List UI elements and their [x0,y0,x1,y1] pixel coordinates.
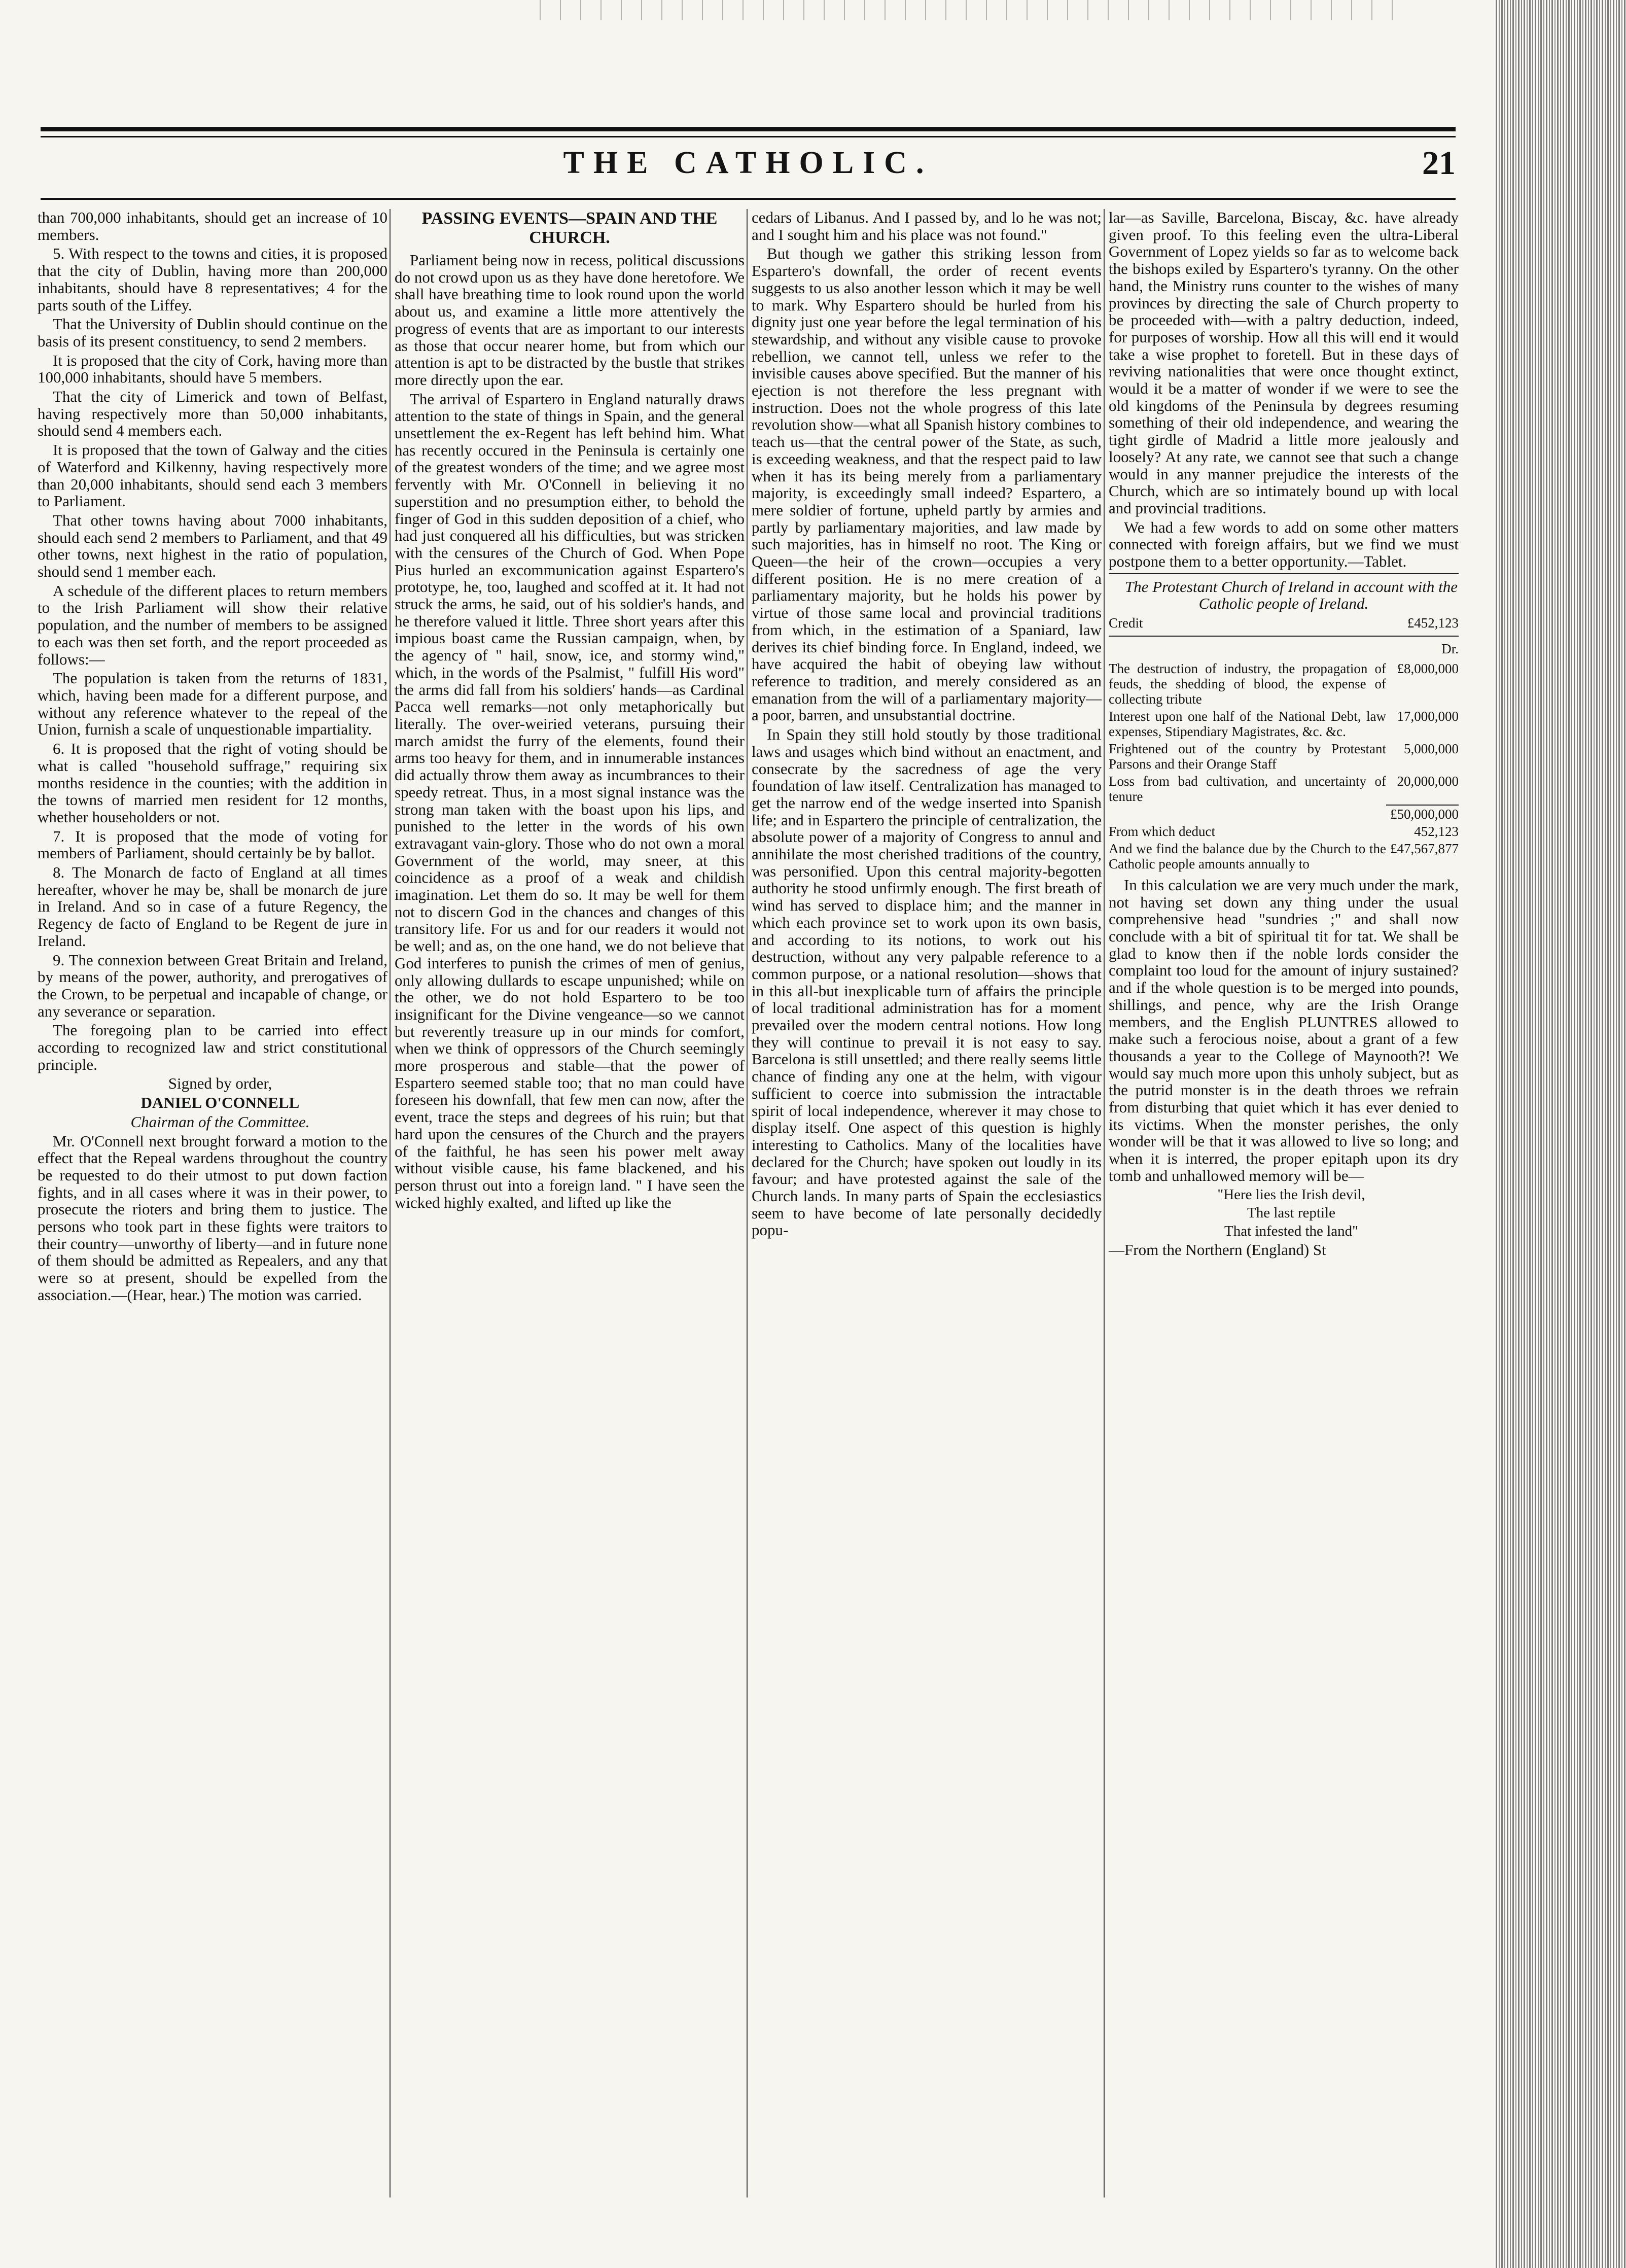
table-row [1109,708,1459,740]
paragraph: In this calculation we are very much under the mark, not having set down any thing under the usual comprehensive head "sundries ;" and shall now conclude with a bit of spiritual tit for tat. We shall be glad to know then if the noble lords consider the complaint too loud for the amount of injury sustained? and if the whole question is to be merged into pounds, shillings, and pence, why are the Irish Orange members, and the English PLUNTRES allowed to make such a ferocious noise, about a grant of a few thousands a year to the College of Maynooth?! We would say much more upon this unholy subject, but as the putrid monster is in the death throes we refrain from disturbing that quiet which it has ever denied to its victims. When the monster perishes, the only wonder will be that it was allowed to live so long; and when it is interred, the proper epitaph upon its dry tomb and unhallowed memory will be— [1109,876,1459,1184]
section-rule [1109,636,1459,637]
paragraph: than 700,000 inhabitants, should get an increase of 10 members. [38,208,387,243]
paragraph: cedars of Libanus. And I passed by, and lo he was not; and I sought him and his place was not found." [752,208,1102,243]
debit-amount: 5,000,000 [1404,741,1459,756]
paragraph: Mr. O'Connell next brought forward a motion to the effect that the Repeal wardens throughout the country be requested to do their utmost to put down faction fights, and in all cases where it was in their power, to prosecute the rioters and bring them to justice. The persons who took part in these fights were traitors to their country—unworthy of liberty—and in future none of them should be admitted as Repealers, and any that were so at present, should be expelled from the association.—(Hear, hear.) The motion was carried. [38,1132,387,1304]
epitaph-line: That infested the land" [1224,1223,1358,1239]
paragraph: 7. It is proposed that the mode of voting for members of Parliament, should certainly be by ballot. [38,827,387,862]
paragraph: Parliament being now in recess, political discussions do not crowd upon us as they have done heretofore. We shall have breathing time to look round upon the world about us, and examine a little more attentively the progress of events that are as important to our interests as those that occur nearer home, but from which our attention is apt to be distracted by the bustle that strikes more directly upon the ear. [395,251,745,389]
debit-item: Interest upon one half of the National Debt, law expenses, Stipendiary Magistrates, &c. &c. [1109,708,1386,739]
column-1 [38,209,387,1306]
debit-item: Loss from bad cultivation, and uncertainty of tenure [1109,773,1386,804]
balance-amount: £47,567,877 [1390,841,1459,856]
debit-amount: £8,000,000 [1397,660,1459,676]
paragraph: But though we gather this striking lesson from Espartero's downfall, the order of recent events suggests to us also another lesson which it may be well to mark. Why Espartero should be hurled from his dignity just one year before the legal termination of his stewardship, and without any visible cause to provoke rebellion, we cannot tell, unless we refer to the invisible causes above specified. But the manner of his ejection is not therefore the less pregnant with instruction. Does not the whole progress of this late revolution show—what all Spanish history combines to teach us—that the central power of the State, as such, is exceeding weakness, and that the respect paid to law when it has its being merely from a parliamentary majority, is exceedingly small indeed? Espartero, a mere soldier of fortune, upheld partly by armies and partly by parliamentary majorities, and law made by such majorities, has in himself no root. The King or Queen—the heir of the crown—occupies a very different position. He is no mere creation of a parliamentary majority, but he holds his power by virtue of those same local and provincial traditions from which, in the estimation of a Spaniard, law derives its chief binding force. In England, indeed, we have acquired the habit of obeying law without reference to tradition, and merely considered as an emanation from the will of a parliamentary majority—a poor, barren, and unsubstantial doctrine. [752,245,1102,724]
table-row [1109,740,1459,773]
total-amount: £50,000,000 [1386,805,1459,823]
signature-role: Chairman of the Committee. [130,1112,310,1131]
signature-line: Signed by order, [168,1074,272,1093]
paragraph: 9. The connexion between Great Britain and Ireland, by means of the power, authority, and prerogatives of the Crown, to be perpetual and incapable of change, or any severance or separation. [38,951,387,1020]
paragraph: In Spain they still hold stoutly by those traditional laws and usages which bind without an enactment, and consecrate by the sacredness of age the very foundation of law itself. Centralization has managed to get the narrow end of the wedge inserted into Spanish life; and in Espartero the principle of centralization, the absolute power of a majority of Congress to annul and annihilate the most cherished traditions of the country, was personified. Upon this central majority-begotten authority he stood unfirmly enough. The first breath of wind has served to displace him; and the manner in which each province set to work upon its own basis, and according to its notions, to work out his destruction, without any very palpable reference to a common purpose, or a national resolution—shows that in this all-but inexplicable turn of affairs the principle of local traditional administration has for a moment prevailed over the modern central notions. How long they will continue to prevail it is not easy to say. Barcelona is still unsettled; and there really seems little chance of finding any one at the helm, with vigour sufficient to coerce into submission the intractable spirit of local independence, wherever it may chose to display itself. One aspect of this question is highly interesting to Catholics. Many of the localities have declared for the Church; have spoken out loudly in its favour; and have protested against the sale of the Church lands. In many parts of Spain the ecclesiastics seem to have become of late personally decidedly popu- [752,725,1102,1239]
paragraph: That the University of Dublin should continue on the basis of its present constituency, to send 2 members. [38,315,387,350]
newspaper-title: THE CATHOLIC. [563,146,933,180]
header-rule [41,198,1456,200]
column-3 [752,209,1102,1241]
credit-label: Credit [1109,615,1143,631]
balance-label: And we find the balance due by the Church to the Catholic people amounts annually to [1109,841,1386,871]
table-row [1109,823,1459,840]
source-credit: —From the Northern (England) St [1109,1240,1326,1259]
debit-label: Dr. [1441,641,1459,657]
table-row [1109,614,1459,632]
top-rule [41,127,1456,131]
deduct-label: From which deduct [1109,823,1215,839]
column-divider [390,209,391,2197]
scan-noise [533,0,1395,20]
paragraph: 8. The Monarch de facto of England at all times hereafter, whover he may be, shall be monarch de jure in Ireland. And so in case of a future Regency, the Regency de facto of England to be Regent de jure in Ireland. [38,863,387,950]
epitaph-line: The last reptile [1247,1204,1335,1221]
page-number: 21 [1422,145,1456,182]
paragraph: We had a few words to add on some other matters connected with foreign affairs, but we find we must postpone them to a better opportunity.—Tablet. [1109,518,1459,571]
paragraph: 5. With respect to the towns and cities, it is proposed that the city of Dublin, having more than 200,000 inhabitants, should have 8 representatives; 4 for the parts south of the Liffey. [38,245,387,314]
debit-amount: 17,000,000 [1397,708,1459,724]
column-2 [395,209,745,1213]
paragraph: That other towns having about 7000 inhabitants, should each send 2 members to Parliament, and that 49 other towns, next highest in the ratio of population, should send 1 member each. [38,511,387,581]
paragraph: lar—as Saville, Barcelona, Biscay, &c. have already given proof. To this feeling even the ultra-Liberal Government of Lopez yields so far as to welcome back the bishops exiled by Espartero's tyranny. On the other hand, the Ministry runs counter to the wishes of many provinces by directing the sale of Church property to be proceeded with—with a paltry deduction, indeed, for purposes of worship. How all this will end it would take a wise prophet to foretell. But in these days of reviving nationalities that were once thought extinct, would it be a matter of wonder if we were to see the old kingdoms of the Peninsula by degrees resuming something of their old independence, and wearing the tight girdle of Madrid a little more jealously and loosely? At any rate, we cannot see that such a change would in any manner prejudice the interests of the Church, which are so intimately bound up with local and provincial traditions. [1109,208,1459,517]
epitaph-line: "Here lies the Irish devil, [1217,1186,1365,1203]
account-title: The Protestant Church of Ireland in account with the Catholic people of Ireland. [1124,577,1458,613]
table-row [1109,660,1459,708]
table-row [1109,840,1459,873]
paragraph: 6. It is proposed that the right of voting should be what is called "household suffrage," requiring six months residence in the counties; with the addition in the towns of married men resident for 12 months, whether householders or not. [38,740,387,826]
account-table [1109,614,1459,632]
top-rule-thin [41,136,1456,137]
deduct-amount: 452,123 [1414,823,1459,839]
debit-table [1109,660,1459,873]
paragraph: A schedule of the different places to return members to the Irish Parliament will show their relative population, and the number of members to be assigned to each was then set forth, and the report proceeded as follows:— [38,581,387,668]
debit-amount: 20,000,000 [1397,773,1459,789]
debit-item: Frightened out of the country by Protestant Parsons and their Orange Staff [1109,741,1386,772]
masthead [41,141,1456,187]
table-row [1109,773,1459,805]
paragraph: It is proposed that the city of Cork, having more than 100,000 inhabitants, should have 5 members. [38,351,387,387]
credit-amount: £452,123 [1407,615,1459,631]
section-rule [1109,573,1459,574]
table-row [1109,805,1459,823]
paragraph: The population is taken from the returns of 1831, which, having been made for a different purpose, and without any reference whatever to the repeal of the Union, furnish a scale of unquestionable impartiality. [38,669,387,739]
paragraph: The foregoing plan to be carried into effect according to recognized law and strict constitutional principle. [38,1021,387,1073]
signature-name: DANIEL O'CONNELL [140,1094,300,1112]
column-divider [1104,209,1105,2197]
paragraph: The arrival of Espartero in England naturally draws attention to the state of things in Spain, and the general unsettlement the ex-Regent has left behind him. What has recently occured in the Peninsula is certainly one of the greatest wonders of the time; and we agree most fervently with Mr. O'Connell in believing it no superstition and no presumption either, to behold the finger of God in this sudden deposition of a chief, who had just conquered all his difficulties, but was stricken with the censures of the Church of God. When Pope Pius hurled an excommunication against Espartero's prototype, he, too, laughed and scoffed at it. It had not struck the arms, he said, out of his soldier's hands, and he therefore valued it little. Three short years after this impious boast came the Russian campaign, when, by the agency of " hail, snow, ice, and stormy wind," which, in the words of the Psalmist, " fulfill His word" the arms did fall from his soldiers' hands—as Cardinal Pacca well remarks—not only metaphorically but literally. The over-weiried veterans, pursuing their march amidst the furry of the elements, found their arms too heavy for them, and in innumerable instances did actually throw them away as incumbrances to their speedy retreat. Thus, in a most signal instance was the strong man taken with the boast upon his lips, and punished to the letter in the words of his own extravagant vain-glory. Those who do not own a moral Government of the world, may sneer, at this coincidence as a proof of a weak and childish imagination. Let them do so. It may be well for them not to discern God in the chances and changes of this transitory life. For us and for our readers it would not be well; and as, on the one hand, we do not believe that God interferes to punish the crimes of men of genius, only allowing dullards to escape unpunished; while on the other, we do not hold Espartero to be too insignificant for the Divine vengeance—so we cannot but reverently treasure up in our minds for comfort, when we think of oppressors of the Church seemingly more prosperous and stable—that the power of Espartero seemed stable too; that no man could have foreseen his downfall, that few men can now, after the event, trace the steps and degrees of his ruin; but that hard upon the censures of the Church and the prayers of the faithful, he has seen his power melt away without visible cause, his fame blackened, and his person thrust out into a foreign land. " I have seen the wicked highly exalted, and lifted up like the [395,390,745,1211]
column-4 [1109,209,1459,1260]
paragraph: It is proposed that the town of Galway and the cities of Waterford and Kilkenny, having respectively more than 20,000 inhabitants, should send each 3 members to Parliament. [38,441,387,510]
article-headline: PASSING EVENTS—SPAIN AND THE CHURCH. [421,209,718,247]
debit-item: The destruction of industry, the propagation of feuds, the shedding of blood, the expense of collecting tribute [1109,660,1386,707]
column-divider [747,209,748,2197]
scan-edge-artifact [1494,0,1626,2268]
paragraph: That the city of Limerick and town of Belfast, having respectively more than 50,000 inhabitants, should send 4 members each. [38,388,387,440]
